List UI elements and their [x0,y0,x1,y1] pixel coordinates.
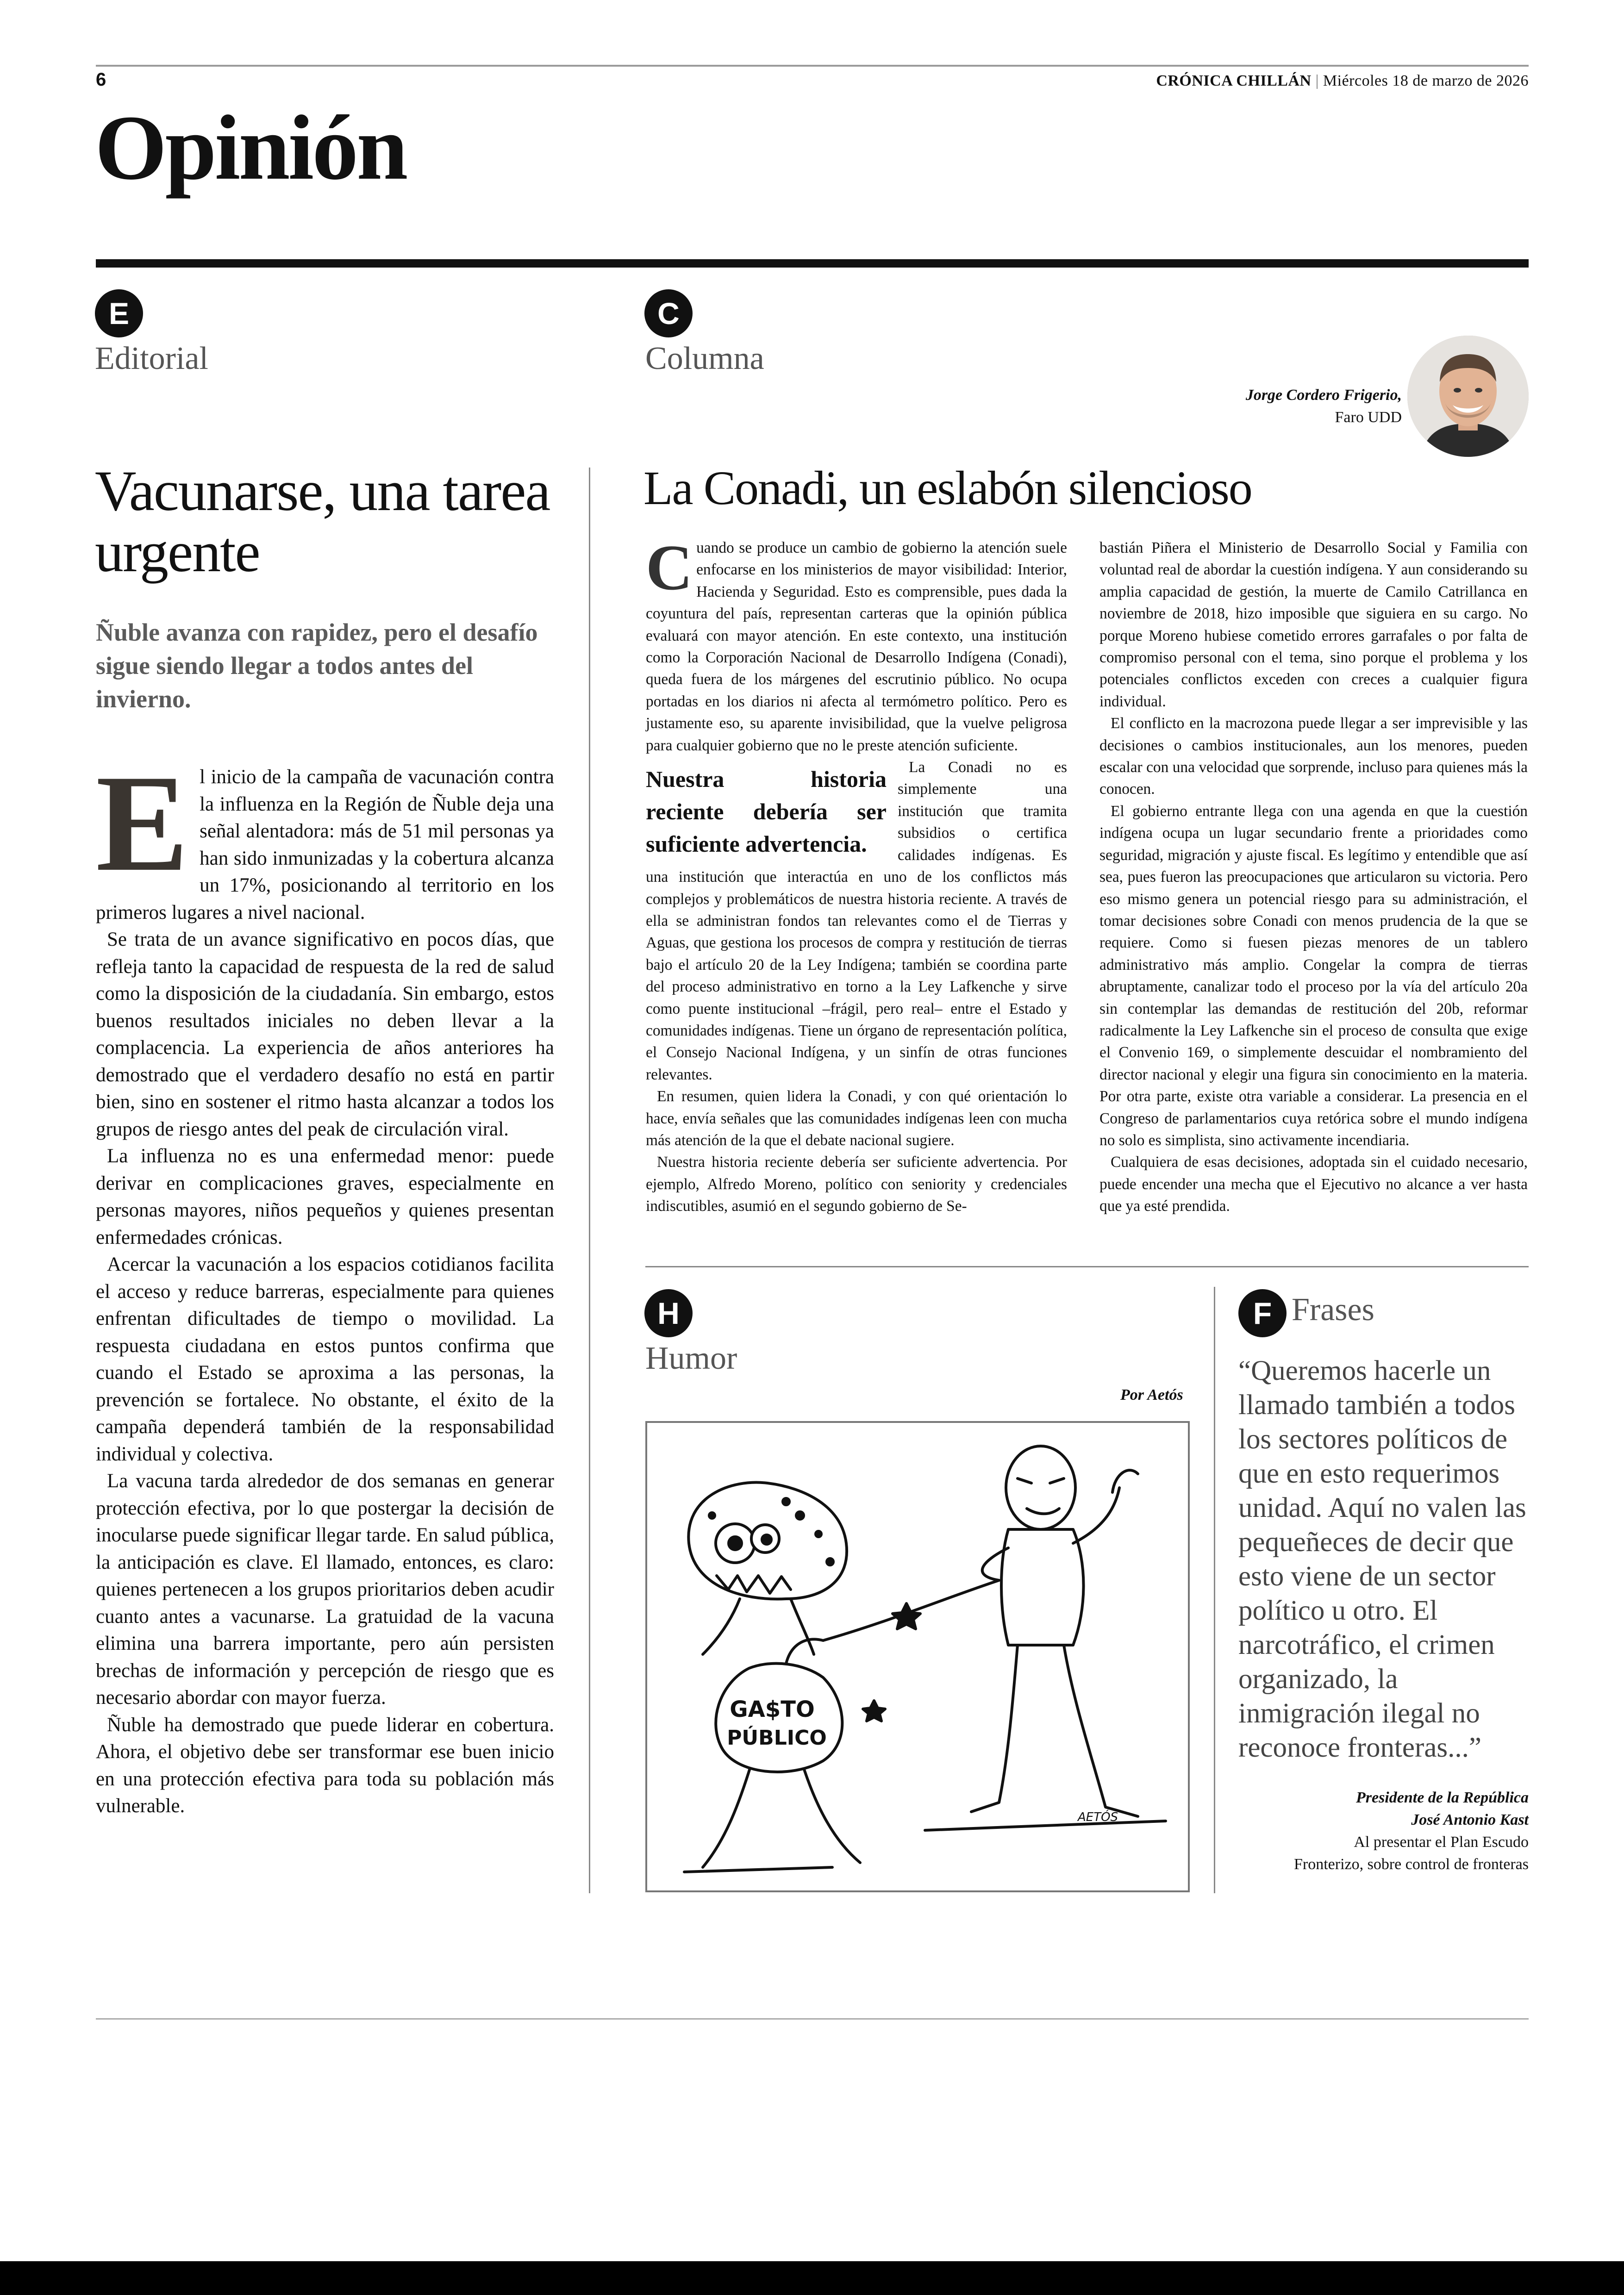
cartoon-illustration-icon [647,1423,1188,1890]
column-byline [1246,384,1402,429]
column-paragraph-1: Cuando se produce un cambio de gobierno la atención suele enfocarse en los ministerios de mayor visibilidad: Interior, Hacienda y Seguridad. Esto es comprensible, pues dada la coyuntura del país, representan carteras que la opinión pública evaluará con mayor atención. En este contexto, una institución como la Corporación Nacional de Desarrollo Indígena (Conadi), queda fuera de los márgenes del escrutinio público. No ocupa portadas en los diarios ni afecta al termómetro político. Pero es justamente eso, su aparente invisibilidad, que la vuelve peligrosa para cualquier gobierno que no le preste atención suficiente. [646,532,1067,754]
editorial-dropcap: E [96,746,189,900]
editorial-deck: Ñuble avanza con rapidez, pero el desafío sigue siendo llegar a todos antes del invierno. [96,618,538,713]
frases-quote: “Queremos hacerle un llamado también a todos los sectores políticos de que en esto requerimos unidad. Aquí no valen las pequeñeces de decir que esto viene de un sector político u otro. El narcotráfico, el crimen organizado, la inmigración ilegal no reconoce fronteras...” [1238,1355,1526,1763]
frases-divider [1214,1287,1215,1893]
humor-label: Humor [645,1341,737,1376]
frases-role: Presidente de la República [1355,1789,1529,1806]
cartoon-bag-text-line1: GA$TO [730,1696,815,1722]
column-divider [589,468,590,1893]
editorial-paragraph-2: Se trata de un avance significativo en pocos días, que refleja tanto la capacidad de respuesta de la red de salud como la disposición de la ciudadanía. Sin embargo, estos buenos resultados iniciales no deben llevar a la complacencia. La experiencia de años anteriores ha demostrado que el verdadero desafío no está en partir bien, sino en sostener el ritmo hasta alcanzar a todos los grupos de riesgo antes del peak de circulación viral. [96,929,554,1140]
column-body-col2 [1099,537,1528,1217]
editorial-paragraph-6: Ñuble ha demostrado que puede liderar en cobertura. Ahora, el objetivo debe ser transformar ese buen inicio en una protección efectiva para toda su población más vulnerable. [96,1714,554,1817]
humor-cartoon [645,1421,1190,1892]
editorial-paragraph-5: La vacuna tarda alrededor de dos semanas en generar protección efectiva, por lo que postergar la decisión de inocularse puede significar llegar tarde. En salud pública, la anticipación es clave. El llamado, entonces, es claro: quienes pertenecen a los grupos prioritarios deben acudir cuanto antes a vacunarse. La gratuidad de la vacuna elimina una barrera importante, pero aún persisten brechas de información y percepción de riesgo que es necesario abordar con mayor fuerza. [96,1470,554,1709]
bottom-rule [96,2018,1529,2020]
publication-date: Miércoles 18 de marzo de 2026 [1323,72,1529,89]
editorial-paragraph-3: La influenza no es una enfermedad menor: puede derivar en complicaciones graves, especialmente en personas mayores, niños pequeños y quienes presentan enfermedades crónicas. [96,1145,554,1248]
column-paragraph-7: El gobierno entrante llega con una agenda en que la cuestión indígena ocupa un lugar secundario frente a prioridades como seguridad, migración y ajuste fiscal. Es legítimo y entendible que así sea, pues fueron las preocupaciones que articularon su victoria. Pero eso mismo genera un potencial riesgo para su administración, el tomar decisiones sobre Conadi con menos prudencia de la que se requiere. Como si fuesen piezas menores de un tablero administrativo más amplio. Congelar la compra de tierras abruptamente, canalizar todo el proceso por la vía del artículo 20a sin contemplar las demandas de restitución del 20b, reformar radicalmente la Ley Lafkenche sin el proceso de consulta que exige el Convenio 169, o simplemente descuidar el nombramiento del director nacional y elegir una figura sin conocimiento en la materia. Por otra parte, existe otra variable a considerar. La presencia en el Congreso de parlamentarios cuya retórica sobre el mundo indígena no solo es simplista, sino activamente incendiaria. [1099,802,1528,1149]
column-paragraph-8: Cualquiera de esas decisiones, adoptada sin el cuidado necesario, puede encender una mecha que el Ejecutivo no alcance a ver hasta que ya esté prendida. [1099,1154,1528,1215]
page-number: 6 [96,69,106,90]
section-rule [96,259,1529,268]
column-pullquote: Nuestra historia reciente debería ser suficiente advertencia. [646,766,887,857]
frases-context-line1: Al presentar el Plan Escudo [1354,1834,1529,1851]
author-photo [1407,336,1529,457]
page-footer-bar [0,2261,1624,2295]
column-paragraph-3: En resumen, quien lidera la Conadi, y con qué orientación lo hace, envía señales que las comunidades indígenas leen con mucha más atención de la que el debate nacional sugiere. [646,1088,1067,1149]
editorial-badge: E [95,289,143,337]
column-paragraph-5: bastián Piñera el Ministerio de Desarrollo Social y Familia con voluntad real de abordar la cuestión indígena. Y aun considerando su amplia capacidad de gestión, la muerte de Camilo Catrillanca en noviembre de 2018, hizo imposible que siguiera en su cargo. No porque Moreno hubiese cometido errores garrafales o por falta de compromiso personal con el tema, sino porque el problema y los potenciales conflictos exceden con creces a cualquier figura individual. [1099,539,1528,710]
column-label: Columna [645,341,764,376]
publication-name: CRÓNICA CHILLÁN [1156,72,1312,89]
frases-context-line2: Fronterizo, sobre control de fronteras [1294,1856,1529,1873]
section-title: Opinión [95,97,406,199]
dateline-separator: | [1315,72,1319,89]
editorial-label: Editorial [95,341,208,376]
column-badge: C [644,289,693,337]
top-rule [96,65,1529,67]
editorial-headline: Vacunarse, una tarea urgente [95,459,550,584]
column-dropcap: C [646,532,693,604]
frases-attribution [1294,1787,1529,1876]
column-affiliation: Faro UDD [1335,409,1402,426]
editorial-paragraph-4: Acercar la vacunación a los espacios cotidianos facilita el acceso y reduce barreras, especialmente para quienes enfrentan dificultades de tiempo o movilidad. La respuesta ciudadana en estos puntos confirma que cuando el Estado se aproxima a las personas, la prevención se fortalece. No obstante, el éxito de la campaña dependerá también de la responsabilidad individual y colectiva. [96,1254,554,1465]
humor-credit: Por Aetós [1120,1386,1183,1403]
column-body-col1 [646,532,1067,1217]
humor-badge: H [644,1289,693,1337]
frases-label: Frases [1292,1292,1374,1328]
column-headline: La Conadi, un eslabón silencioso [643,461,1252,515]
column-author: Jorge Cordero Frigerio, [1245,387,1402,404]
cartoon-bag-text-line2: PÚBLICO [727,1726,827,1750]
dateline [1156,72,1529,90]
frases-name: José Antonio Kast [1411,1811,1529,1828]
column-paragraph-4: Nuestra historia reciente debería ser suficiente advertencia. Por ejemplo, Alfredo Moreno, político con seniority y credenciales indiscutibles, asumió en el segundo gobierno de Se- [646,1154,1067,1215]
frases-badge: F [1238,1289,1287,1337]
editorial-body [96,746,554,1820]
cartoon-signature: AETÓS [1078,1810,1118,1824]
column-bottom-rule [645,1266,1529,1267]
column-paragraph-2: La Conadi no es simplemente una institución que tramita subsidios o certifica calidades indígenas. Es una institución que interactúa en uno de los conflictos más complejos y problemáticos de nuestra historia reciente. A través de ella se administran fondos tan relevantes como el de Tierras y Aguas, que gestiona los procesos de compra y restitución de tierras bajo el artículo 20 de la Ley Indígena; también se coordina parte del proceso administrativo en torno a la Ley Lafkenche y sirve como puente institucional –frágil, pero real– entre el Estado y comunidades indígenas. Tiene un órgano de representación política, el Consejo Nacional Indígena, y un sinfín de otras funciones relevantes. [646,759,1067,1083]
editorial-paragraph-1: El inicio de la campaña de vacunación contra la influenza en la Región de Ñuble deja una señal alentadora: más de 51 mil personas ya han sido inmunizadas y la cobertura alcanza un 17%, posicionando al territorio en los primeros lugares a nivel nacional. [96,746,554,923]
author-portrait-icon [1407,336,1529,457]
column-paragraph-6: El conflicto en la macrozona puede llegar a ser imprevisible y las decisiones o cambios institucionales, aun los menores, pueden escalar con una velocidad que sorprende, incluso para quienes más la conocen. [1099,715,1528,798]
